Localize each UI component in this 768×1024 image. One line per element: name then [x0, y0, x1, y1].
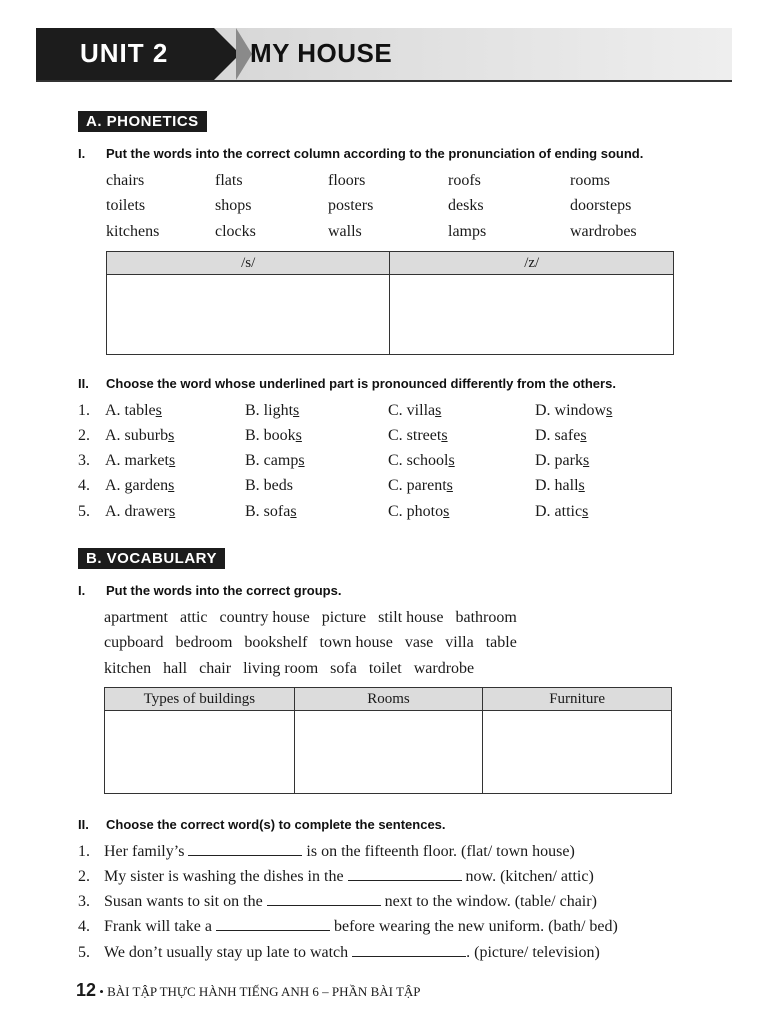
word: desks	[448, 197, 484, 214]
b2-instruction	[78, 817, 718, 835]
sentence-pre: We don’t usually stay up late to watch	[104, 944, 349, 961]
underlined-part: s	[298, 452, 305, 469]
question-row	[78, 402, 718, 422]
word: toilets	[106, 197, 146, 214]
b1-text: Put the words into the correct groups.	[106, 583, 342, 598]
option-stem: A. market	[105, 452, 169, 469]
option-d[interactable]	[535, 503, 588, 521]
sentence-row	[78, 868, 718, 888]
column-s-header: /s/	[107, 252, 390, 275]
underlined-part: s	[435, 402, 442, 419]
underlined-part: s	[168, 477, 175, 494]
sentence-post: next to the window. (table/ chair)	[384, 893, 597, 910]
option-stem: C. villa	[388, 402, 436, 419]
sentence-pre: Susan wants to sit on the	[104, 893, 263, 910]
unit-number: UNIT 2	[80, 38, 169, 68]
option-c[interactable]	[388, 427, 448, 445]
footer-bullet: •	[99, 984, 104, 999]
word: rooms	[570, 172, 610, 189]
question-number: 3.	[78, 452, 90, 469]
question-number: 2.	[78, 427, 90, 444]
sentence-text	[104, 843, 575, 861]
banner-rule	[36, 80, 732, 82]
underlined-part: s	[290, 503, 297, 520]
option-stem: B. beds	[245, 477, 293, 494]
option-stem: A. drawer	[105, 503, 169, 520]
word: clocks	[215, 223, 256, 240]
word: kitchens	[106, 223, 160, 240]
option-a[interactable]	[105, 452, 175, 470]
underlined-part: s	[168, 427, 175, 444]
underlined-part: s	[582, 452, 590, 469]
underlined-part: s	[443, 503, 450, 520]
b2-text: Choose the correct word(s) to complete the sentences.	[106, 817, 446, 832]
word: lamps	[448, 223, 487, 240]
a1-number: I.	[78, 146, 86, 161]
unit-banner	[36, 28, 732, 80]
sentence-text	[104, 944, 600, 962]
b1-number: I.	[78, 583, 86, 598]
a1-text: Put the words into the correct column according to the pronunciation of ending sound.	[106, 146, 644, 161]
sentence-post: is on the fifteenth floor. (flat/ town house)	[306, 843, 575, 860]
a2-text: Choose the word whose underlined part is pronounced differently from the others.	[106, 376, 616, 391]
option-stem: C. parent	[388, 477, 447, 494]
option-b[interactable]	[245, 477, 293, 495]
option-stem: C. street	[388, 427, 442, 444]
word: roofs	[448, 172, 481, 189]
furniture-answer-cell[interactable]	[483, 711, 672, 794]
column-rooms-header: Rooms	[294, 688, 483, 711]
answer-blank[interactable]	[352, 944, 466, 957]
column-buildings-header: Types of buildings	[105, 688, 295, 711]
underlined-part: s	[295, 427, 302, 444]
answer-blank[interactable]	[267, 893, 381, 906]
buildings-answer-cell[interactable]	[105, 711, 295, 794]
option-c[interactable]	[388, 452, 455, 470]
underlined-part: s	[606, 402, 613, 419]
underlined-part: s	[580, 427, 587, 444]
sound-table	[106, 251, 674, 355]
section-b-label: B. VOCABULARY	[78, 548, 225, 569]
option-stem: D. safe	[535, 427, 581, 444]
sentence-pre: My sister is washing the dishes in the	[104, 868, 344, 885]
option-d[interactable]	[535, 402, 612, 420]
underlined-part: s	[578, 477, 585, 494]
option-stem: B. book	[245, 427, 296, 444]
option-stem: A. suburb	[105, 427, 169, 444]
option-b[interactable]	[245, 402, 299, 420]
vocab-line: kitchen hall chair living room sofa toilet wardrobe	[104, 660, 475, 677]
option-stem: B. camp	[245, 452, 299, 469]
vocab-line: cupboard bedroom bookshelf town house vase villa table	[104, 634, 517, 651]
sentence-post: before wearing the new uniform. (bath/ bed)	[333, 918, 618, 935]
underlined-part: s	[441, 427, 448, 444]
option-b[interactable]	[245, 427, 302, 445]
sentence-number: 5.	[78, 944, 90, 961]
sentence-number: 1.	[78, 843, 90, 860]
column-furniture-header: Furniture	[483, 688, 672, 711]
b1-instruction	[78, 583, 718, 601]
option-stem: A. table	[105, 402, 156, 419]
word: wardrobes	[570, 223, 637, 240]
question-number: 5.	[78, 503, 90, 520]
underlined-part: s	[446, 477, 453, 494]
option-a[interactable]	[105, 477, 174, 495]
option-d[interactable]	[535, 427, 587, 445]
a2-instruction	[78, 376, 718, 394]
word: flats	[215, 172, 243, 189]
word: floors	[328, 172, 366, 189]
unit-title: MY HOUSE	[250, 38, 393, 68]
underlined-part: s	[168, 452, 176, 469]
option-a[interactable]	[105, 503, 175, 521]
sentence-number: 3.	[78, 893, 90, 910]
option-c[interactable]	[388, 402, 441, 420]
sentence-text	[104, 918, 618, 936]
sentence-row	[78, 918, 718, 938]
option-a[interactable]	[105, 427, 174, 445]
sentence-row	[78, 843, 718, 863]
option-d[interactable]	[535, 477, 585, 495]
sentence-row	[78, 893, 718, 913]
underlined-part: s	[168, 503, 176, 520]
question-number: 1.	[78, 402, 90, 419]
question-row	[78, 503, 718, 523]
column-z-header: /z/	[390, 252, 674, 275]
sentence-pre: Frank will take a	[104, 918, 212, 935]
sentence-number: 2.	[78, 868, 90, 885]
option-stem: D. hall	[535, 477, 579, 494]
option-stem: D. park	[535, 452, 583, 469]
answer-blank[interactable]	[188, 843, 302, 856]
page-number: 12	[76, 980, 97, 1000]
word: walls	[328, 223, 362, 240]
answer-blank[interactable]	[216, 918, 330, 931]
sentence-post: . (picture/ television)	[466, 944, 600, 961]
word: posters	[328, 197, 374, 214]
question-row	[78, 477, 718, 497]
column-z-answer-cell[interactable]	[390, 275, 674, 355]
answer-blank[interactable]	[348, 868, 462, 881]
page-footer	[76, 980, 421, 1001]
b2-number: II.	[78, 817, 89, 832]
sentence-number: 4.	[78, 918, 90, 935]
underlined-part: s	[448, 452, 455, 469]
option-stem: B. light	[245, 402, 294, 419]
option-stem: B. sofa	[245, 503, 291, 520]
rooms-answer-cell[interactable]	[294, 711, 483, 794]
sentence-row	[78, 944, 718, 964]
option-a[interactable]	[105, 402, 162, 420]
question-row	[78, 427, 718, 447]
option-stem: C. photo	[388, 503, 444, 520]
word: doorsteps	[570, 197, 632, 214]
underlined-part: s	[293, 402, 300, 419]
sentence-text	[104, 868, 594, 886]
underlined-part: s	[582, 503, 589, 520]
question-row	[78, 452, 718, 472]
option-stem: D. window	[535, 402, 607, 419]
option-stem: A. garden	[105, 477, 169, 494]
option-stem: C. school	[388, 452, 449, 469]
word: shops	[215, 197, 252, 214]
option-stem: D. attic	[535, 503, 583, 520]
a2-number: II.	[78, 376, 89, 391]
option-b[interactable]	[245, 452, 305, 470]
option-b[interactable]	[245, 503, 297, 521]
a1-instruction	[78, 146, 718, 164]
underlined-part: s	[155, 402, 162, 419]
vocab-line: apartment attic country house picture stilt house bathroom	[104, 609, 517, 626]
groups-table	[104, 687, 672, 794]
word: chairs	[106, 172, 145, 189]
section-a-label: A. PHONETICS	[78, 111, 207, 132]
sentence-text	[104, 893, 597, 911]
option-c[interactable]	[388, 477, 453, 495]
sentence-pre: Her family’s	[104, 843, 185, 860]
sentence-post: now. (kitchen/ attic)	[465, 868, 594, 885]
question-number: 4.	[78, 477, 90, 494]
option-c[interactable]	[388, 503, 449, 521]
book-title: BÀI TẬP THỰC HÀNH TIẾNG ANH 6 – PHẦN BÀI TẬP	[107, 984, 421, 999]
column-s-answer-cell[interactable]	[107, 275, 390, 355]
option-d[interactable]	[535, 452, 589, 470]
